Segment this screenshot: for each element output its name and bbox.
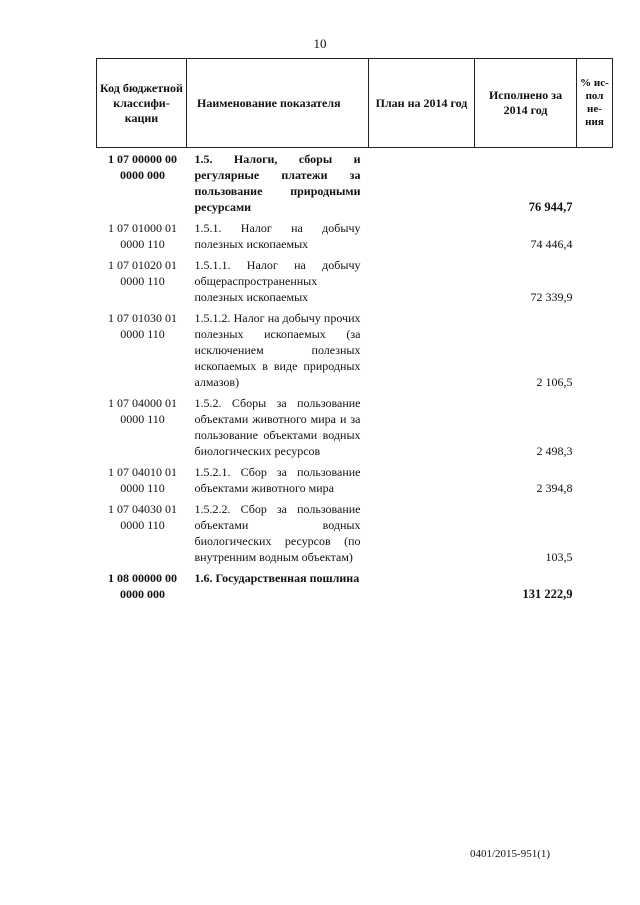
page-number: 10 <box>313 36 327 51</box>
budget-code-cell: 1 07 04030 01 0000 110 <box>108 502 177 532</box>
executed-cell: 2 394,8 <box>536 481 573 495</box>
table-row <box>97 567 613 604</box>
indicator-name-cell: 1.5.2.1. Сбор за пользование объектами животного мира <box>194 465 361 495</box>
header-executed-2014: Исполнено за 2014 год <box>475 59 577 148</box>
indicator-name-cell: 1.5.2. Сборы за пользование объектами животного мира и за пользование объектами водных биологических ресурсов <box>194 396 361 458</box>
table-row <box>97 217 613 254</box>
budget-execution-table <box>96 58 613 604</box>
plan-cell <box>369 461 475 498</box>
percent-cell <box>577 307 613 392</box>
percent-cell <box>577 498 613 567</box>
header-execution-percent: % ис-пол не-ния <box>577 59 613 148</box>
table-row <box>97 392 613 461</box>
budget-code-cell: 1 07 04010 01 0000 110 <box>108 465 177 495</box>
executed-cell: 72 339,9 <box>530 290 573 304</box>
table-row <box>97 254 613 307</box>
budget-code-cell: 1 07 01000 01 0000 110 <box>108 221 177 251</box>
plan-cell <box>369 567 475 604</box>
table-row <box>97 498 613 567</box>
budget-code-cell: 1 07 00000 00 0000 000 <box>108 152 177 182</box>
percent-cell <box>577 148 613 218</box>
document-reference: 0401/2015-951(1) <box>470 848 551 860</box>
plan-cell <box>369 392 475 461</box>
budget-code-cell: 1 07 01020 01 0000 110 <box>108 258 177 288</box>
indicator-name-cell: 1.5.1.2. Налог на добычу прочих полезных ископаемых (за исключением полезных ископаемых в виде природных алмазов) <box>194 311 361 389</box>
header-plan-2014: План на 2014 год <box>369 59 475 148</box>
executed-cell: 2 106,5 <box>536 375 573 389</box>
budget-code-cell: 1 07 04000 01 0000 110 <box>108 396 177 426</box>
plan-cell <box>369 254 475 307</box>
percent-cell <box>577 461 613 498</box>
indicator-name-cell: 1.5. Налоги, сборы и регулярные платежи за пользование природными ресурсами <box>194 152 361 214</box>
indicator-name-cell: 1.6. Государственная пошлина <box>194 571 360 585</box>
executed-cell: 2 498,3 <box>536 444 573 458</box>
header-budget-code: Код бюджетной классифи-кации <box>97 59 187 148</box>
table-row <box>97 148 613 218</box>
percent-cell <box>577 392 613 461</box>
percent-cell <box>577 217 613 254</box>
table-row <box>97 307 613 392</box>
budget-code-cell: 1 07 01030 01 0000 110 <box>108 311 177 341</box>
header-indicator-name: Наименование показателя <box>187 59 369 148</box>
executed-cell: 103,5 <box>545 550 573 564</box>
percent-cell <box>577 254 613 307</box>
executed-cell: 74 446,4 <box>530 237 573 251</box>
plan-cell <box>369 148 475 218</box>
indicator-name-cell: 1.5.2.2. Сбор за пользование объектами водных биологических ресурсов (по внутренним водным объектам) <box>194 502 361 564</box>
percent-cell <box>577 567 613 604</box>
plan-cell <box>369 498 475 567</box>
budget-code-cell: 1 08 00000 00 0000 000 <box>108 571 177 601</box>
plan-cell <box>369 217 475 254</box>
plan-cell <box>369 307 475 392</box>
indicator-name-cell: 1.5.1.1. Налог на добычу общераспространенных полезных ископаемых <box>194 258 361 304</box>
executed-cell: 131 222,9 <box>522 587 573 601</box>
executed-cell: 76 944,7 <box>528 200 573 214</box>
table-header-row <box>97 59 613 148</box>
table-row <box>97 461 613 498</box>
table-body <box>97 148 613 605</box>
indicator-name-cell: 1.5.1. Налог на добычу полезных ископаемых <box>194 221 361 251</box>
